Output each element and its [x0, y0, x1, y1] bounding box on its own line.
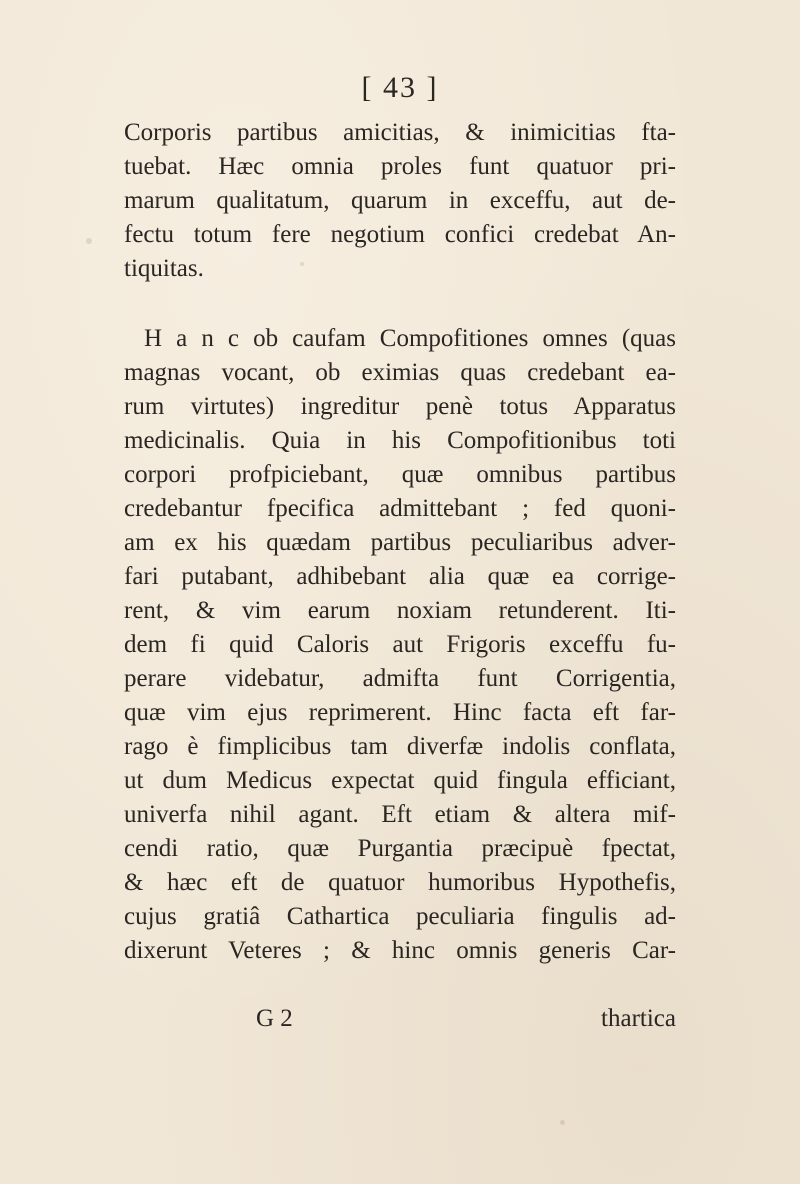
text-line: medicinalis. Quia in his Compofitionibus toti: [124, 427, 676, 454]
paragraph-2: [124, 322, 676, 968]
text-line: rum virtutes) ingreditur penè totus Apparatus: [124, 393, 676, 420]
text-line: Corporis partibus amicitias, & inimicitias fta-: [124, 119, 676, 146]
text-line: tuebat. Hæc omnia proles funt quatuor pri-: [124, 153, 676, 180]
paper-stain: [560, 1120, 565, 1125]
text-line: cendi ratio, quæ Purgantia præcipuè fpectat,: [124, 835, 676, 862]
text-line: perare videbatur, admifta funt Corrigentia,: [124, 665, 676, 692]
text-line: corpori profpiciebant, quæ omnibus partibus: [124, 461, 676, 488]
text-line: ut dum Medicus expectat quid fingula efficiant,: [124, 767, 676, 794]
text-line: fectu totum fere negotium confici credebat An-: [124, 221, 676, 248]
paper-stain: [86, 238, 92, 244]
page-number: [ 43 ]: [361, 71, 439, 104]
text-line: credebantur fpecifica admittebant ; fed quoni-: [124, 495, 676, 522]
text-line: dem fi quid Caloris aut Frigoris exceffu fu-: [124, 631, 676, 658]
text-line: marum qualitatum, quarum in exceffu, aut de-: [124, 187, 676, 214]
text-line: cujus gratiâ Cathartica peculiaria fingulis ad-: [124, 903, 676, 930]
signature-mark: G 2: [256, 1005, 293, 1032]
text-line: am ex his quædam partibus peculiaribus adver-: [124, 529, 676, 556]
text-line: quæ vim ejus reprimerent. Hinc facta eft far-: [124, 699, 676, 726]
catchword: thartica: [601, 1005, 676, 1032]
text-line: dixerunt Veteres ; & hinc omnis generis Car-: [124, 937, 676, 964]
paragraph-1: [124, 116, 676, 286]
text-line: tiquitas.: [124, 255, 204, 282]
text-line: fari putabant, adhibebant alia quæ ea corrige-: [124, 563, 676, 590]
text-line: rago è fimplicibus tam diverfæ indolis conflata,: [124, 733, 676, 760]
text-line: univerfa nihil agant. Eft etiam & altera mif-: [124, 801, 676, 828]
text-line: H a n c ob caufam Compofitiones omnes (quas: [144, 325, 676, 352]
text-line: & hæc eft de quatuor humoribus Hypothefis,: [124, 869, 676, 896]
page-footer: [124, 1002, 676, 1036]
text-line: magnas vocant, ob eximias quas credebant ea-: [124, 359, 676, 386]
text-line: rent, & vim earum noxiam retunderent. Iti-: [124, 597, 676, 624]
